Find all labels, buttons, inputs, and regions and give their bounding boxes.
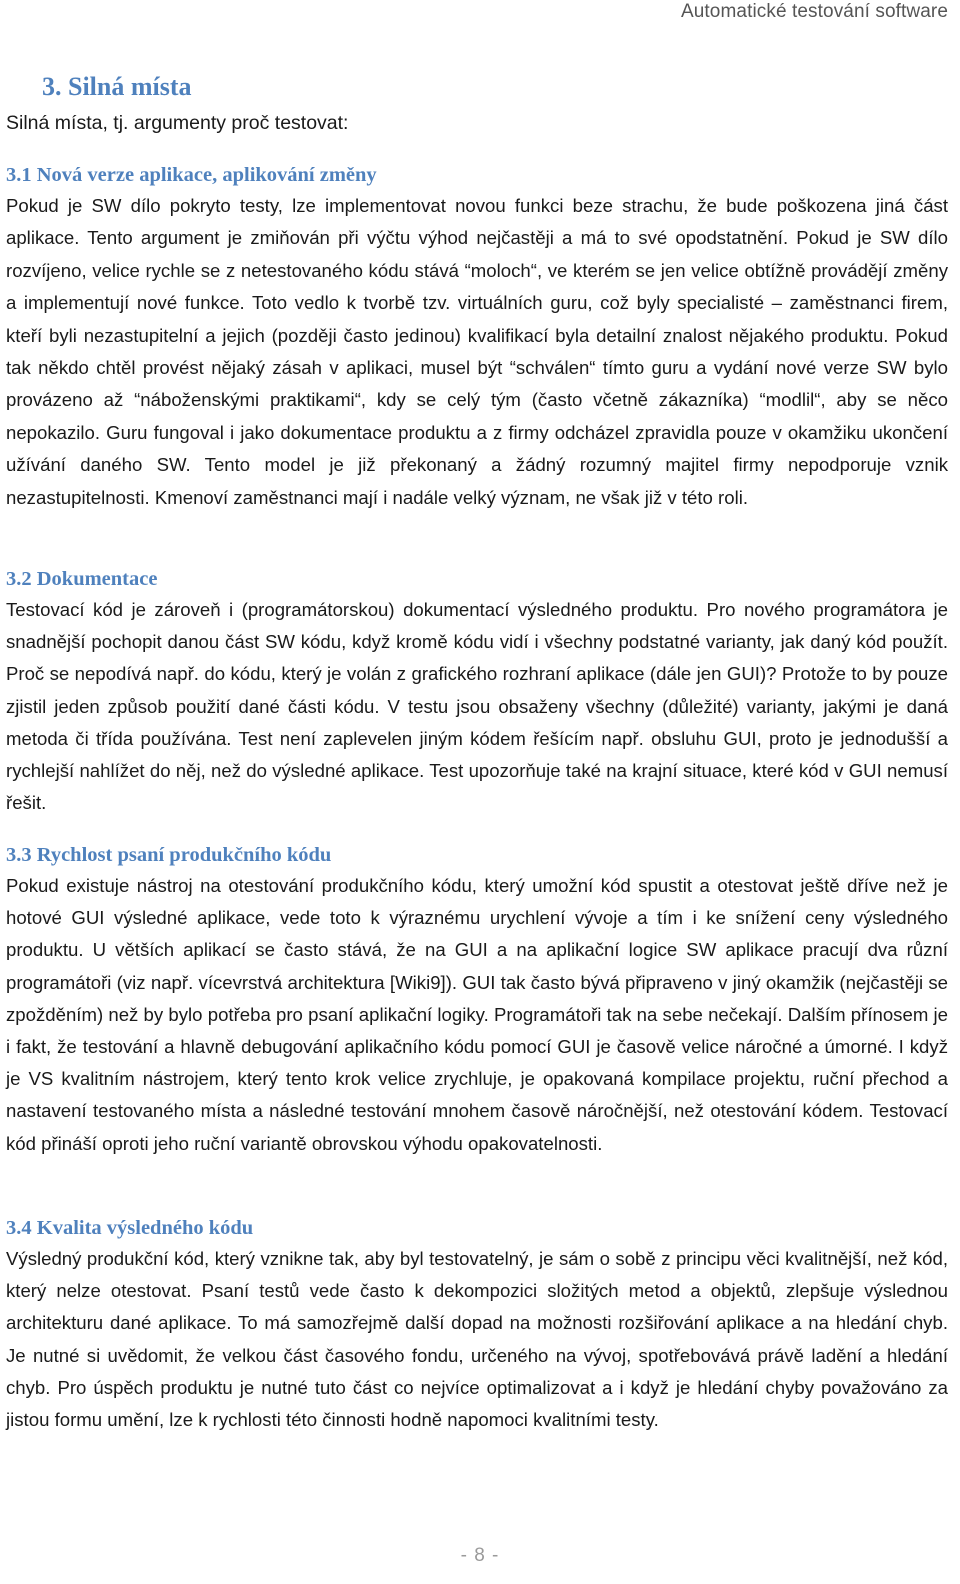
section-documentation bbox=[6, 564, 948, 819]
section-paragraph: Pokud je SW dílo pokryto testy, lze implementovat novou funkci beze strachu, že bude poškozena jiná část aplikace. Tento argument je zmiňován při výčtu výhod nejčastěji a má to své opodstatnění. Pokud je SW dílo rozvíjeno, velice rychle se z netestovaného kódu stává “moloch“, ve kterém se jen velice obtížně provádějí změny a implementují nové funkce. Toto vedlo k tvorbě tzv. virtuálních guru, což byly specialisté – zaměstnanci firem, kteří byli nezastupitelní a jejich (později často jedinou) kvalifikací byla detailní znalost nějakého produktu. Pokud tak někdo chtěl provést nějaký zásah v aplikaci, musel být “schválen“ tímto guru a vydání nové verze SW bylo provázeno až “náboženskými praktikami“, kdy se celý tým (často včetně zákazníka) “modlil“, aby se něco nepokazilo. Guru fungoval i jako dokumentace produktu a z firmy odcházel zpravidla pouze v okamžiku ukončení užívání daného SW. Tento model je již překonaný a žádný rozumný majitel firmy nepodporuje vznik nezastupitelnosti. Kmenoví zaměstnanci mají i nadále velký význam, ne však již v této roli. bbox=[6, 195, 948, 508]
page-number: - 8 - bbox=[460, 1545, 500, 1566]
section-heading: 3.4 Kvalita výsledného kódu bbox=[6, 1217, 254, 1239]
section-paragraph: Testovací kód je zároveň i (programátorskou) dokumentací výsledného produktu. Pro nového programátora je snadnější pochopit danou část SW kódu, když kromě kódu vidí i všechny podstatné varianty, jak daný kód použít. Proč se nepodívá např. do kódu, který je volán z grafického rozhraní aplikace (dále jen GUI)? Protože to by pouze zjistil jeden způsob použití dané části kódu. V testu jsou obsaženy všechny (důležité) varianty, jakými je daná metoda či třída používána. Test není zaplevelen jiným kódem řešícím např. obsluhu GUI, proto je jednodušší a rychlejší nahlížet do něj, než do výsledné aplikace. Test upozorňuje také na krajní situace, které kód v GUI nemusí řešit. bbox=[6, 599, 948, 814]
running-header: Automatické testování software bbox=[680, 1, 948, 22]
chapter-title: 3. Silná místa bbox=[42, 72, 192, 101]
section-code-quality bbox=[6, 1213, 948, 1436]
section-heading: 3.1 Nová verze aplikace, aplikování změny bbox=[6, 164, 377, 186]
section-heading: 3.2 Dokumentace bbox=[6, 568, 158, 590]
section-new-version bbox=[6, 160, 948, 514]
section-paragraph: Výsledný produkční kód, který vznikne tak, aby byl testovatelný, je sám o sobě z principu věci kvalitnější, než kód, který nelze otestovat. Psaní testů vede často k dekompozici složitých metod a objektů, zlepšuje výslednou architekturu dané aplikace. To má samozřejmě další dopad na možnosti rozšiřování aplikace a na hledání chyb. Je nutné si uvědomit, že velkou část časového fondu, určeného na vývoj, spotřebovává právě ladění a hledání chyb. Pro úspěch produktu je nutné tuto část co nejvíce optimalizovat a i když je hledání chyby považováno za jistou formu umění, lze k rychlosti této činnosti hodně napomoci kvalitními testy. bbox=[6, 1248, 948, 1431]
chapter-intro: Silná místa, tj. argumenty proč testovat: bbox=[6, 112, 349, 134]
section-paragraph: Pokud existuje nástroj na otestování produkčního kódu, který umožní kód spustit a otestovat ještě dříve než je hotové GUI výsledné aplikace, vede toto k výraznému urychlení vývoje a tím i ke snížení ceny výsledného produktu. U větších aplikací se často stává, že na GUI a na aplikační logice SW aplikace pracují dva různí programátoři (viz např. vícevrstvá architektura [Wiki9]). GUI tak často bývá připraveno v jiný okamžik (nejčastěji se zpožděním) než by bylo potřeba pro psaní aplikační logiky. Programátoři tak na sebe nečekají. Dalším přínosem je i fakt, že testování a hlavně debugování aplikačního kódu pomocí GUI je časově velice náročné a úmorné. I když je VS kvalitním nástrojem, který tento krok velice zrychluje, je opakovaná kompilace projektu, ruční přechod a nastavení testovaného místa a následné testování mnohem časově náročnější, než otestování kódem. Testovací kód přináší oproti jeho ruční variantě obrovskou výhodu opakovatelnosti. bbox=[6, 875, 948, 1154]
section-production-speed bbox=[6, 840, 948, 1160]
section-heading: 3.3 Rychlost psaní produkčního kódu bbox=[6, 844, 332, 866]
